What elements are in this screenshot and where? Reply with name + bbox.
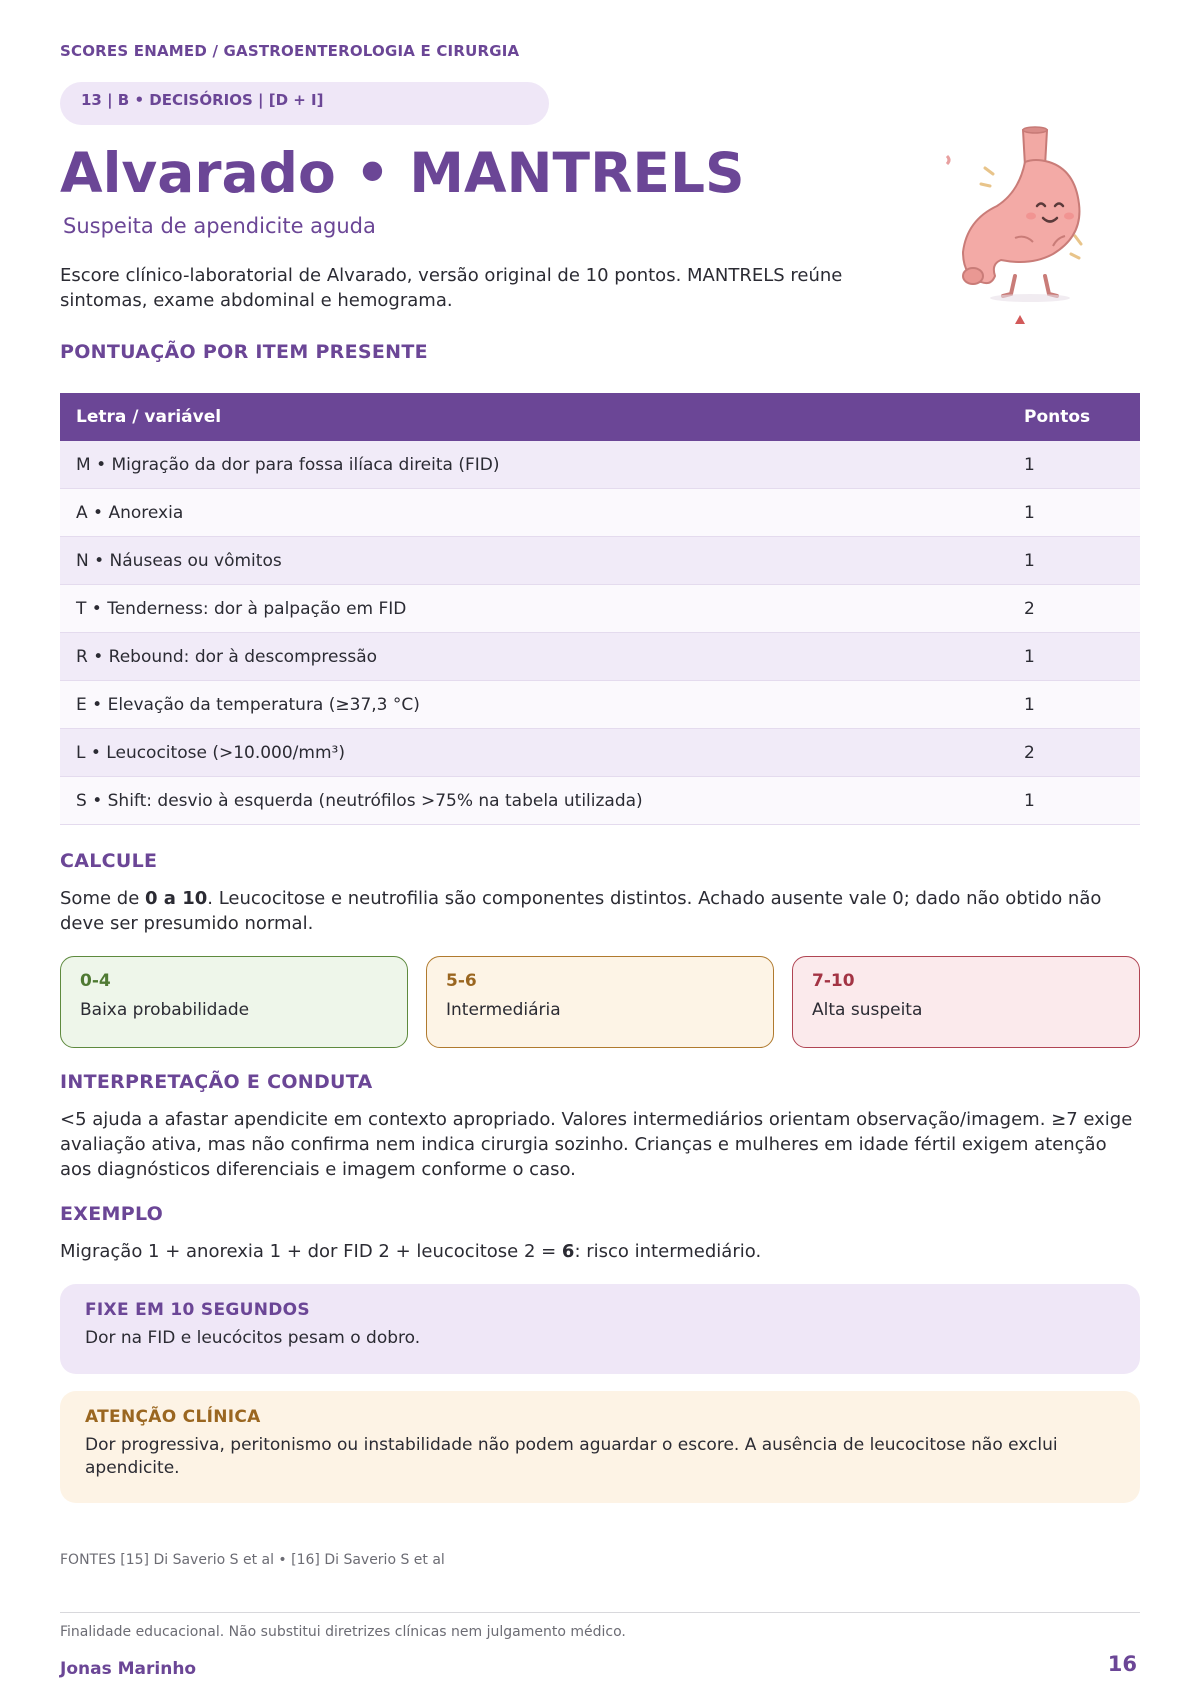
example-text-start: Migração 1 + anorexia 1 + dor FID 2 + leucocitose 2 = [60,1241,562,1262]
category-pill: 13 | B • DECISÓRIOS | [D + I] [60,82,549,125]
example-text-end: : risco intermediário. [574,1241,762,1262]
range-label: Alta suspeita [812,1000,923,1020]
calc-text-end: . Leucocitose e neutrofilia são componentes distintos. Achado ausente vale 0; dado não obtido não deve ser presumido normal. [60,888,1102,934]
table-row [60,441,1140,489]
score-table [60,393,1140,825]
calc-text-start: Some de [60,888,145,909]
page-number: 16 [1107,1652,1137,1676]
row-item: M • Migração da dor para fossa ilíaca direita (FID) [60,441,1008,489]
attention-box-text: Dor progressiva, peritonismo ou instabilidade não podem aguardar o escore. A ausência de leucocitose não exclui apendicite. [85,1435,1058,1478]
table-row [60,489,1140,537]
row-item: E • Elevação da temperatura (≥37,3 °C) [60,681,1008,729]
table-row [60,681,1140,729]
row-item: S • Shift: desvio à esquerda (neutrófilos >75% na tabela utilizada) [60,777,1008,825]
page-title: Alvarado • MANTRELS [60,141,745,205]
example-section-title: EXEMPLO [60,1203,164,1225]
range-value: 7-10 [812,971,855,991]
row-points: 1 [1008,777,1140,825]
table-header-row [60,393,1140,441]
range-value: 5-6 [446,971,477,991]
row-item: L • Leucocitose (>10.000/mm³) [60,729,1008,777]
table-row [60,633,1140,681]
page-subtitle: Suspeita de apendicite aguda [63,214,376,238]
row-points: 1 [1008,681,1140,729]
attention-box [60,1391,1140,1503]
table-row [60,585,1140,633]
calc-text [60,886,1140,936]
disclaimer-text: Finalidade educacional. Não substitui diretrizes clínicas nem julgamento médico. [60,1624,626,1640]
range-card-high [792,956,1140,1048]
author-name: Jonas Marinho [60,1659,197,1679]
row-item: T • Tenderness: dor à palpação em FID [60,585,1008,633]
row-points: 2 [1008,729,1140,777]
row-item: A • Anorexia [60,489,1008,537]
range-card-low [60,956,408,1048]
row-points: 1 [1008,537,1140,585]
stomach-mascot-icon [945,126,1135,341]
column-header-points: Pontos [1008,393,1140,441]
range-label: Baixa probabilidade [80,1000,250,1020]
table-row [60,537,1140,585]
range-label: Intermediária [446,1000,561,1020]
column-header-variable: Letra / variável [60,393,1008,441]
calc-text-range: 0 a 10 [145,888,208,909]
score-section-title: PONTUAÇÃO POR ITEM PRESENTE [60,341,428,363]
sources-text: FONTES [15] Di Saverio S et al • [16] Di Saverio S et al [60,1552,445,1568]
calc-section-title: CALCULE [60,850,158,872]
example-text [60,1239,1140,1264]
row-points: 1 [1008,633,1140,681]
table-row [60,729,1140,777]
fix-box-text: Dor na FID e leucócitos pesam o dobro. [85,1328,421,1348]
footer-divider [60,1612,1140,1613]
breadcrumb: SCORES ENAMED / GASTROENTEROLOGIA E CIRURGIA [60,42,520,60]
interpretation-text: <5 ajuda a afastar apendicite em contexto apropriado. Valores intermediários orientam observação/imagem. ≥7 exige avaliação ativa, mas não confirma nem indica cirurgia sozinho. Crianças e mulheres em idade fértil exigem atenção aos diagnósticos diferenciais e imagem conforme o caso. [60,1109,1133,1180]
fix-box [60,1284,1140,1374]
interpretation-section-title: INTERPRETAÇÃO E CONDUTA [60,1071,373,1093]
range-card-intermediate [426,956,774,1048]
row-points: 2 [1008,585,1140,633]
row-item: N • Náuseas ou vômitos [60,537,1008,585]
attention-box-title: ATENÇÃO CLÍNICA [85,1407,261,1427]
example-text-total: 6 [561,1241,575,1262]
row-points: 1 [1008,489,1140,537]
fix-box-title: FIXE EM 10 SEGUNDOS [85,1300,310,1320]
row-points: 1 [1008,441,1140,489]
row-item: R • Rebound: dor à descompressão [60,633,1008,681]
range-value: 0-4 [80,971,111,991]
intro-text: Escore clínico-laboratorial de Alvarado, versão original de 10 pontos. MANTRELS reúne sintomas, exame abdominal e hemograma. [60,265,843,311]
table-row [60,777,1140,825]
